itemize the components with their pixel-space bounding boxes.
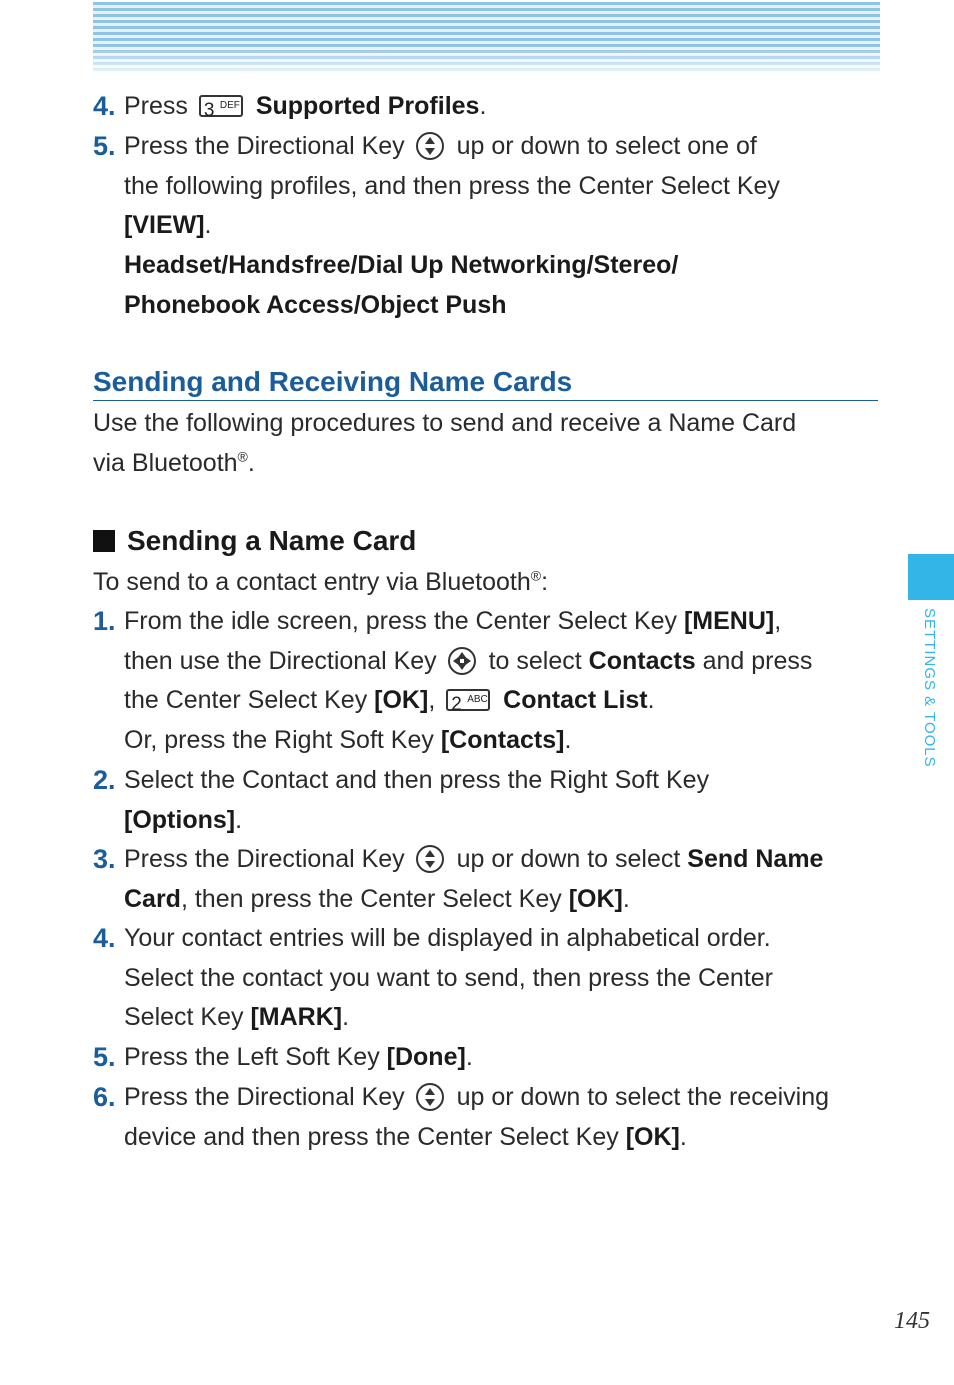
step-number: 5. bbox=[93, 131, 116, 161]
directional-key-icon bbox=[448, 647, 476, 675]
subsection-lead: To send to a contact entry via Bluetooth®: bbox=[93, 567, 549, 596]
step-item: 4. Press 3 DEF Supported Profiles. bbox=[93, 87, 883, 127]
header-stripe-band bbox=[93, 2, 880, 74]
directional-key-icon bbox=[416, 845, 444, 873]
step-number: 2. bbox=[93, 765, 116, 795]
step-item: 3. Press the Directional Key up or down to select Send Name Card, then press the Center Select Key [OK]. bbox=[93, 840, 883, 919]
step-number: 6. bbox=[93, 1082, 116, 1112]
step-item: 5. Press the Left Soft Key [Done]. bbox=[93, 1038, 883, 1078]
step-item: 1. From the idle screen, press the Center Select Key [MENU], then use the Directional Key to select Contacts and press the Center Select Key [OK], 2 ABC Contact List. Or, press the Right Soft Key [Contacts]. bbox=[93, 602, 883, 761]
step-item: 5. Press the Directional Key up or down to select one of the following profiles, and then press the Center Select Key [VIEW]. Headset/Handsfree/Dial Up Networking/Stereo/ Phonebook Access/Object Push bbox=[93, 127, 883, 326]
side-section-label: SETTINGS & TOOLS bbox=[921, 608, 938, 768]
step-number: 4. bbox=[93, 91, 116, 121]
step-number: 3. bbox=[93, 844, 116, 874]
directional-key-icon bbox=[416, 1083, 444, 1111]
section-tab-marker bbox=[908, 554, 954, 600]
step-item: 4. Your contact entries will be displayed in alphabetical order. Select the contact you want to send, then press the Center Select Key [MARK]. bbox=[93, 919, 883, 1038]
directional-key-icon bbox=[416, 132, 444, 160]
section-intro: Use the following procedures to send and receive a Name Card via Bluetooth®. bbox=[93, 409, 797, 477]
step-number: 1. bbox=[93, 606, 116, 636]
subsection-heading: Sending a Name Card bbox=[93, 522, 693, 560]
page-number: 145 bbox=[894, 1308, 930, 1334]
step-item: 2. Select the Contact and then press the Right Soft Key [Options]. bbox=[93, 761, 883, 840]
number-key-icon: 3 DEF bbox=[199, 95, 243, 117]
step-item: 6. Press the Directional Key up or down to select the receiving device and then press the Center Select Key [OK]. bbox=[93, 1078, 883, 1157]
number-key-icon: 2 ABC bbox=[446, 689, 490, 711]
section-heading: Sending and Receiving Name Cards bbox=[93, 364, 878, 401]
step-number: 5. bbox=[93, 1042, 116, 1072]
square-bullet-icon bbox=[93, 530, 115, 552]
step-number: 4. bbox=[93, 923, 116, 953]
